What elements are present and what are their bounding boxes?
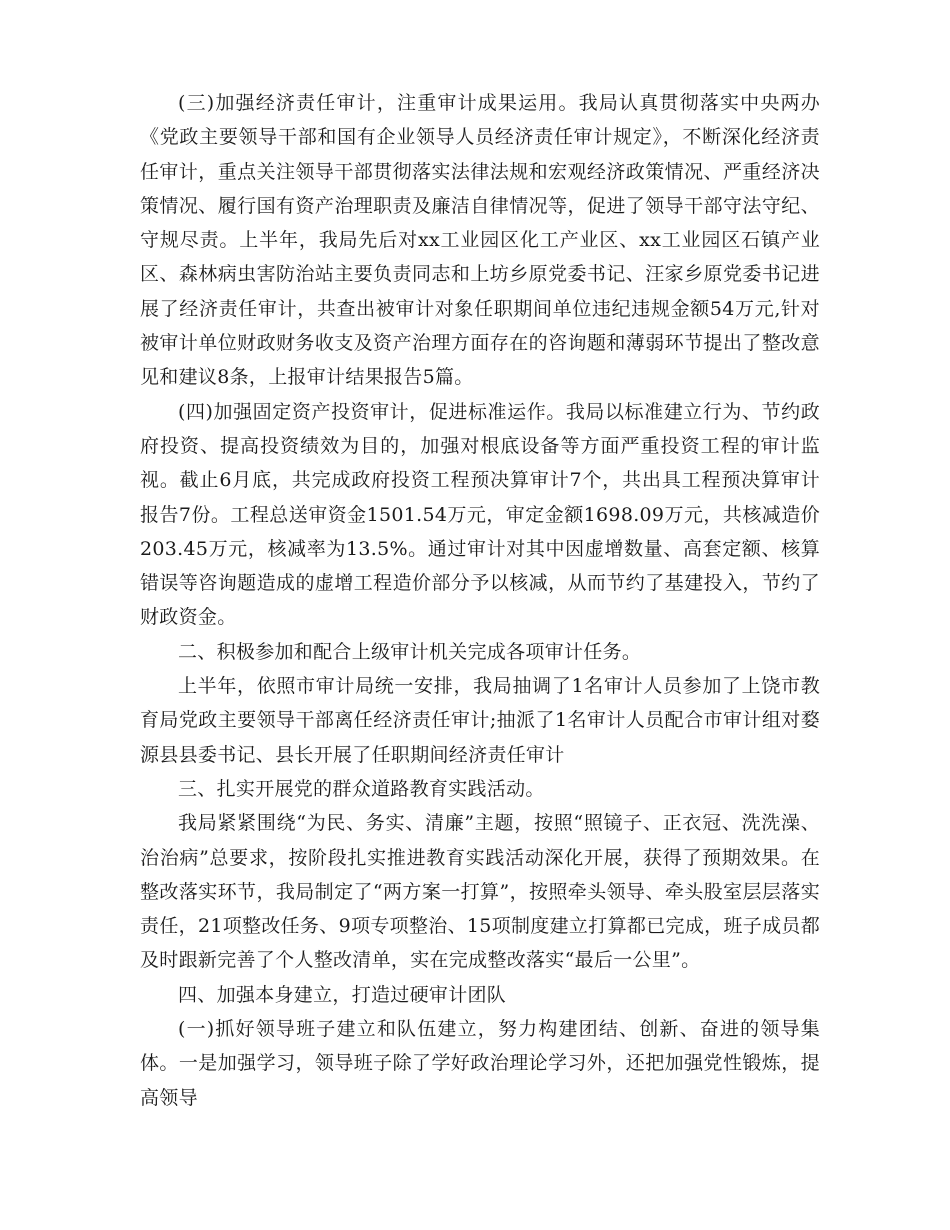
paragraph-mass-line-education: 我局紧紧围绕“为民、务实、清廉”主题，按照“照镜子、正衣冠、洗洗澡、治治病”总要求，按阶段扎实推进教育实践活动深化开展，获得了预期效果。在整改落实环节，我局制定了“两方案一打算”，按照牵头领导、牵头股室层层落实责任，21项整改任务、9项专项整治、15项制度建立打算都已完成，班子成员都及时跟新完善了个人整改清单，实在完成整改落实“最后一公里”。: [140, 812, 820, 972]
paragraph-economic-responsibility-audit: (三)加强经济责任审计，注重审计成果运用。我局认真贯彻落实中央两办《党政主要领导干部和国有企业领导人员经济责任审计规定》，不断深化经济责任审计，重点关注领导干部贯彻落实法律法规和宏观经济政策情况、严重经济决策情况、履行国有资产治理职责及廉洁自律情况等，促进了领导干部守法守纪、守规尽责。上半年，我局先后对xx工业园区化工产业区、xx工业园区石镇产业区、森林病虫害防治站主要负责同志和上坊乡原党委书记、汪家乡原党委书记进展了经济责任审计，共查出被审计对象任职期间单位违纪违规金额54万元,针对被审计单位财政财务收支及资产治理方面存在的咨询题和薄弱环节提出了整改意见和建议8条，上报审计结果报告5篇。: [140, 92, 820, 389]
heading-section-three: 三、扎实开展党的群众道路教育实践活动。: [178, 777, 545, 800]
document-body: [140, 86, 820, 1115]
heading-section-two: 二、积极参加和配合上级审计机关完成各项审计任务。: [178, 640, 642, 663]
heading-section-four: 四、加强本身建立，打造过硬审计团队: [178, 983, 507, 1006]
paragraph-superior-audit-tasks: 上半年，依照市审计局统一安排，我局抽调了1名审计人员参加了上饶市教育局党政主要领导干部离任经济责任审计;抽派了1名审计人员配合市审计组对婺源县县委书记、县长开展了任职期间经济责任审计: [140, 675, 820, 766]
paragraph-fixed-asset-investment-audit: (四)加强固定资产投资审计，促进标准运作。我局以标准建立行为、节约政府投资、提高投资绩效为目的，加强对根底设备等方面严重投资工程的审计监视。截止6月底，共完成政府投资工程预决算审计7个，共出具工程预决算审计报告7份。工程总送审资金1501.54万元，审定金额1698.09万元，共核减造价203.45万元，核减率为13.5%。通过审计对其中因虚增数量、高套定额、核算错误等咨询题造成的虚增工程造价部分予以核减，从而节约了基建投入，节约了财政资金。: [140, 400, 820, 629]
paragraph-leadership-team-building: (一)抓好领导班子建立和队伍建立，努力构建团结、创新、奋进的领导集体。一是加强学习，领导班子除了学好政治理论学习外，还把加强党性锻炼，提高领导: [140, 1018, 820, 1109]
